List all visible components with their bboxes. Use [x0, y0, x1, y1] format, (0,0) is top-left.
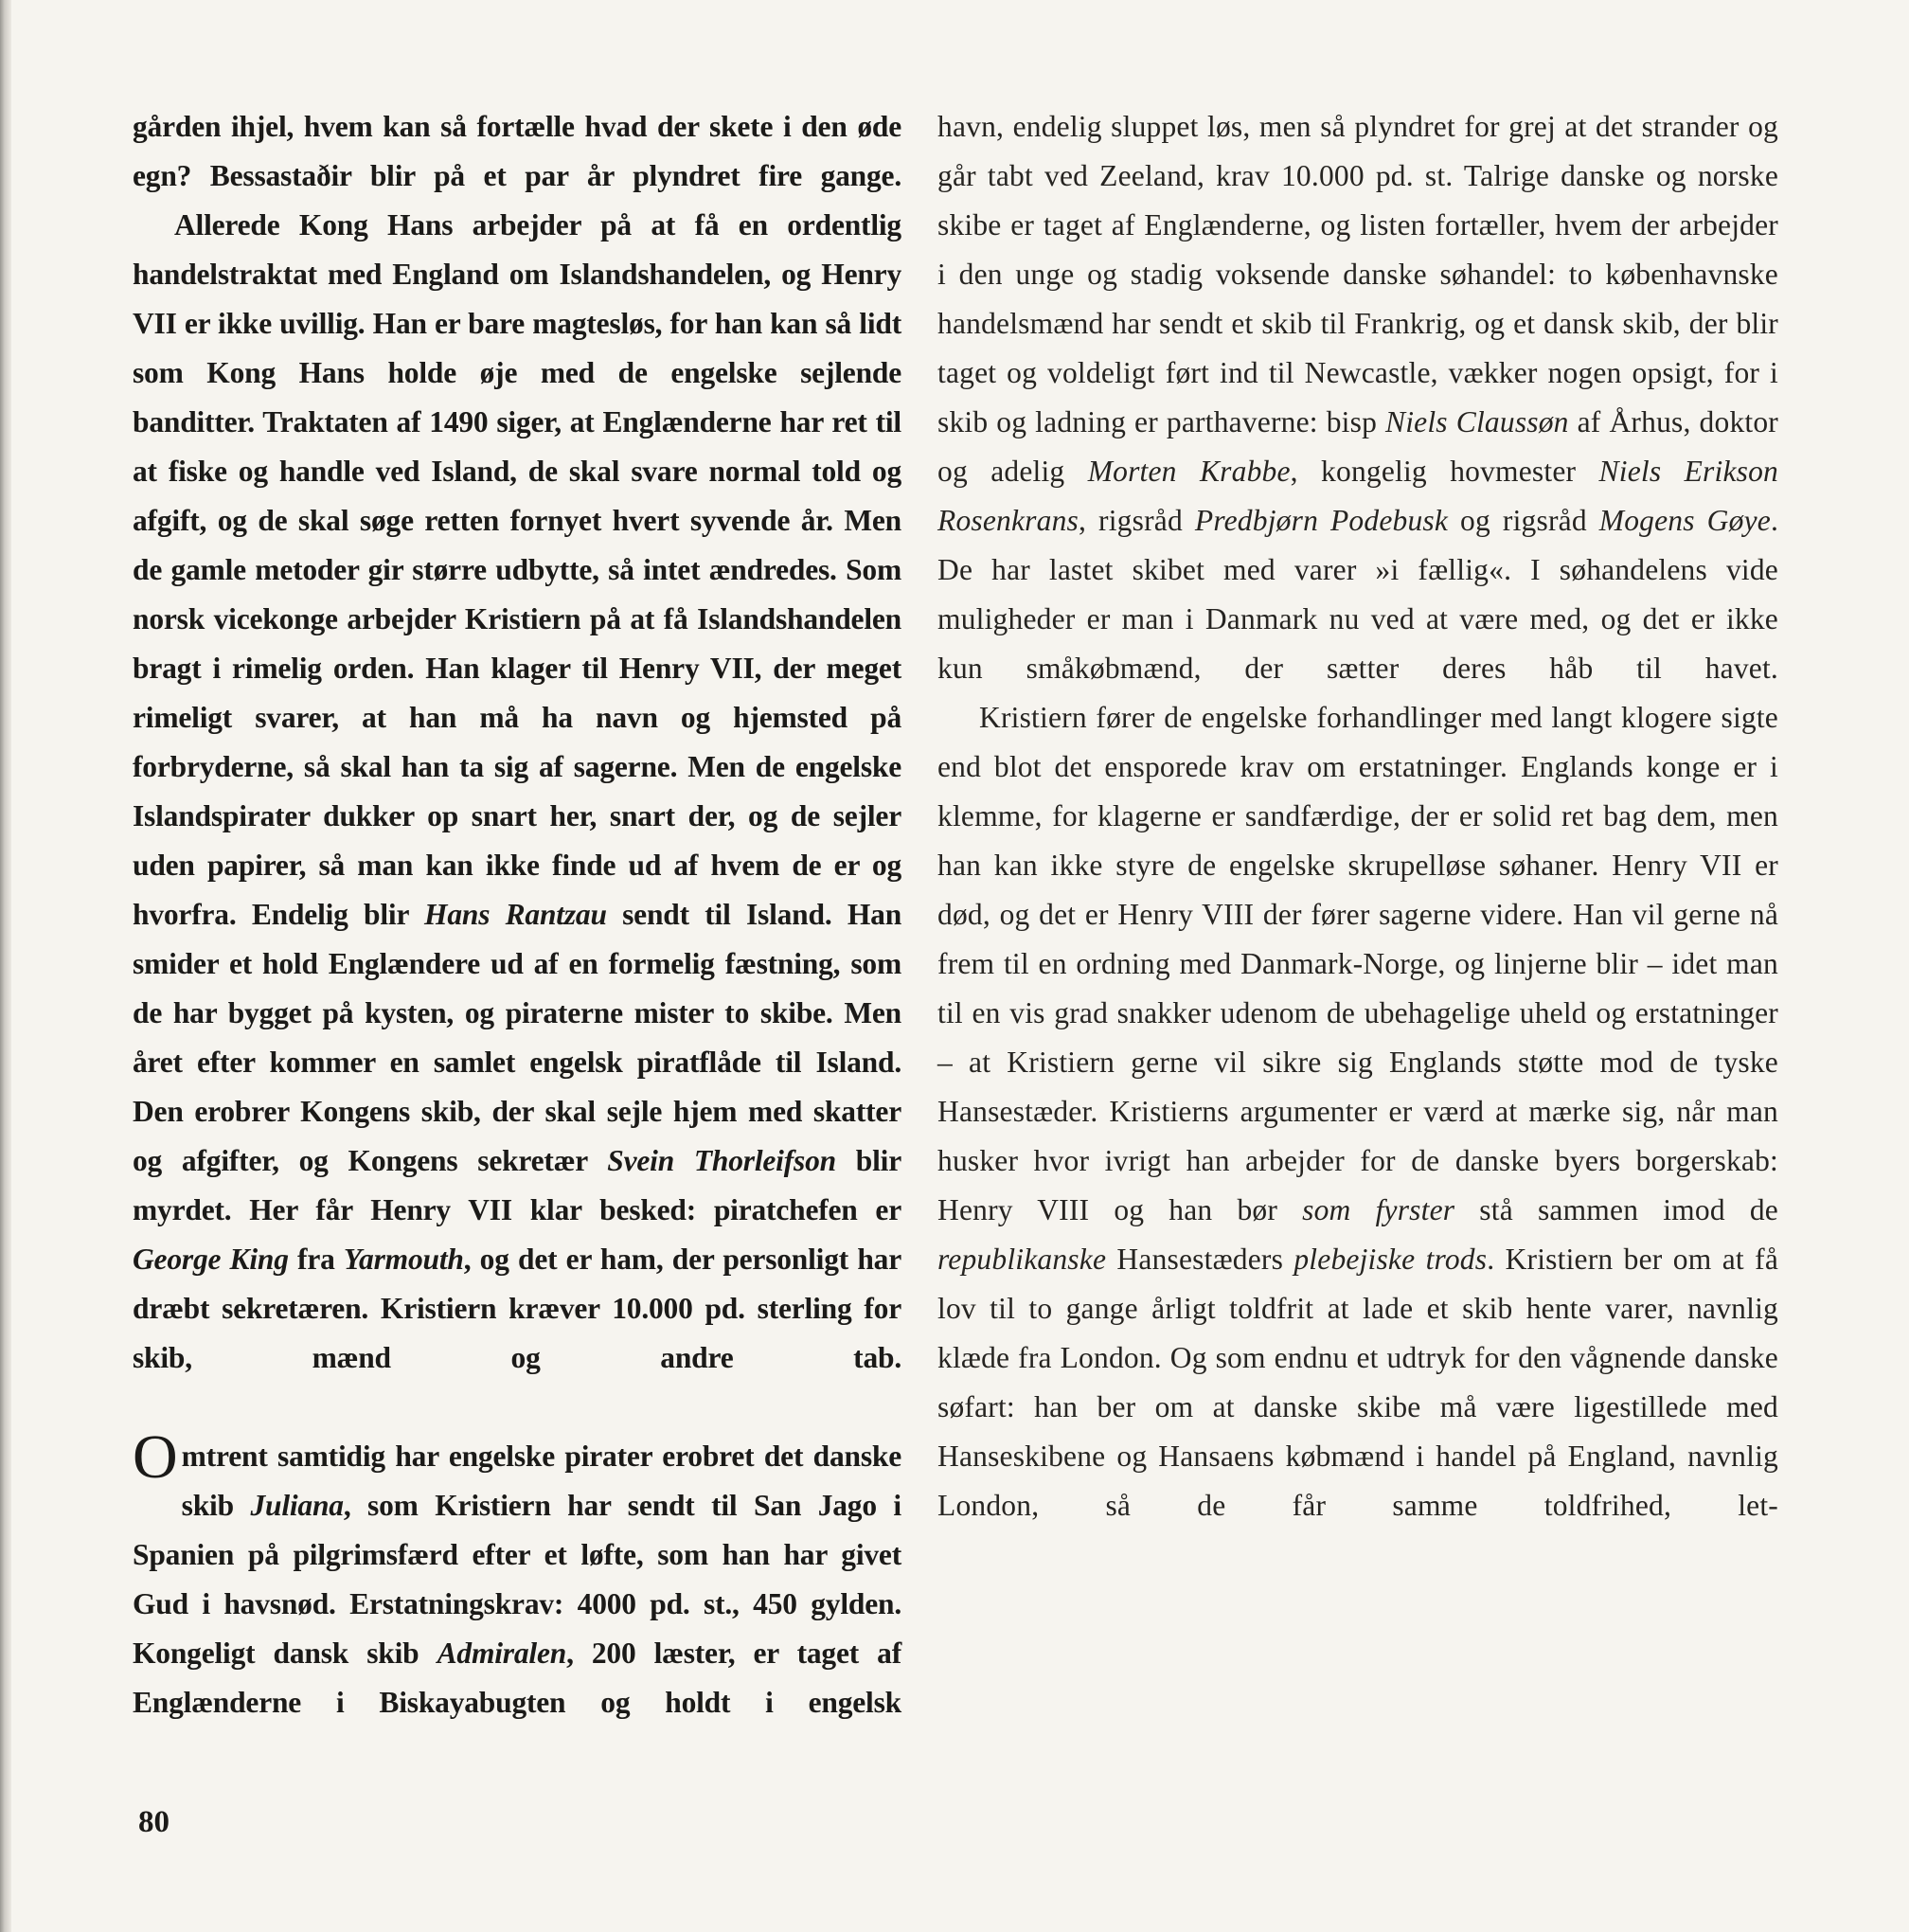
- right-paragraph-1: havn, endelig sluppet løs, men så plyndret for grej at det strander og går tabt ved Zeeland, krav 10.000 pd. st. Talrige danske og norske skibe er taget af Englænderne, og listen fortæller, hvem der arbejder i den unge og stadig voksende danske søhandel: to københavnske handelsmænd har sendt et skib til Frankrig, og et dansk skib, der blir taget og voldeligt ført ind til Newcastle, vækker nogen opsigt, for i skib og ladning er parthaverne: bisp Niels Claussøn af Århus, doktor og adelig Morten Krabbe, kongelig hovmester Niels Erikson Rosenkrans, rigsråd Predbjørn Podebusk og rigsråd Mogens Gøye. De har lastet skibet med varer »i fællig«. I søhandelens vide muligheder er man i Danmark nu ved at være med, og det er ikke kun småkøbmænd, der sætter deres håb til havet.: [937, 110, 1779, 685]
- right-column: [937, 102, 1778, 1530]
- section-gap: [133, 1383, 901, 1432]
- page-number: 80: [138, 1805, 169, 1839]
- left-paragraph-3: Omtrent samtidig har engelske pirater erobret det danske skib Juliana, som Kristiern har sendt til San Jago i Spanien på pilgrimsfærd efter et løfte, som han har givet Gud i havsnød. Erstatningskrav: 4000 pd. st., 450 gylden. Kongeligt dansk skib Admiralen, 200 læster, er taget af Englænderne i Biskayabugten og holdt i engelsk: [133, 1422, 901, 1719]
- drop-cap: O: [133, 1422, 178, 1492]
- left-paragraph-1: gården ihjel, hvem kan så fortælle hvad der skete i den øde egn? Bessastaðir blir på et par år plyndret fire gange.: [133, 110, 901, 192]
- page-binding-edge: [0, 0, 11, 1932]
- left-column: [133, 102, 901, 1727]
- left-paragraph-2: Allerede Kong Hans arbejder på at få en ordentlig handelstraktat med England om Islandshandelen, og Henry VII er ikke uvillig. Han er bare magtesløs, for han kan så lidt som Kong Hans holde øje med de engelske sejlende banditter. Traktaten af 1490 siger, at Englænderne har ret til at fiske og handle ved Island, de skal svare normal told og afgift, og de skal søge retten fornyet hvert syvende år. Men de gamle metoder gir større udbytte, så intet ændredes. Som norsk vicekonge arbejder Kristiern på at få Islandshandelen bragt i rimelig orden. Han klager til Henry VII, der meget rimeligt svarer, at han må ha navn og hjemsted på forbryderne, så skal han ta sig af sagerne. Men de engelske Islandspirater dukker op snart her, snart der, og de sejler uden papirer, så man kan ikke finde ud af hvem de er og hvorfra. Endelig blir Hans Rantzau sendt til Island. Han smider et hold Englændere ud af en formelig fæstning, som de har bygget på kysten, og piraterne mister to skibe. Men året efter kommer en samlet engelsk piratflåde til Island. Den erobrer Kongens skib, der skal sejle hjem med skatter og afgifter, og Kongens sekretær Svein Thorleifson blir myrdet. Her får Henry VII klar besked: piratchefen er George King fra Yarmouth, og det er ham, der personligt har dræbt sekretæren. Kristiern kræver 10.000 pd. sterling for skib, mænd og andre tab.: [133, 208, 902, 1374]
- right-paragraph-2: Kristiern fører de engelske forhandlinger med langt klogere sigte end blot det ensporede krav om erstatninger. Englands konge er i klemme, for klagerne er sandfærdige, der er solid ret bag dem, men han kan ikke styre de engelske skrupelløse søhaner. Henry VII er død, og det er Henry VIII der fører sagerne videre. Han vil gerne nå frem til en ordning med Danmark-Norge, og linjerne blir – idet man til en vis grad snakker udenom de ubehagelige uheld og erstatninger – at Kristiern gerne vil sikre sig Englands støtte mod de tyske Hansestæder. Kristierns argumenter er værd at mærke sig, når man husker hvor ivrigt han arbejder for de danske byers borgerskab: Henry VIII og han bør som fyrster stå sammen imod de republikanske Hansestæders plebejiske trods. Kristiern ber om at få lov til to gange årligt toldfrit at lade et skib hente varer, navnlig klæde fra London. Og som endnu et udtryk for den vågnende danske søfart: han ber om at danske skibe må være ligestillede med Hanseskibene og Hansaens købmænd i handel på England, navnlig London, så de får samme toldfrihed, let-: [937, 701, 1778, 1522]
